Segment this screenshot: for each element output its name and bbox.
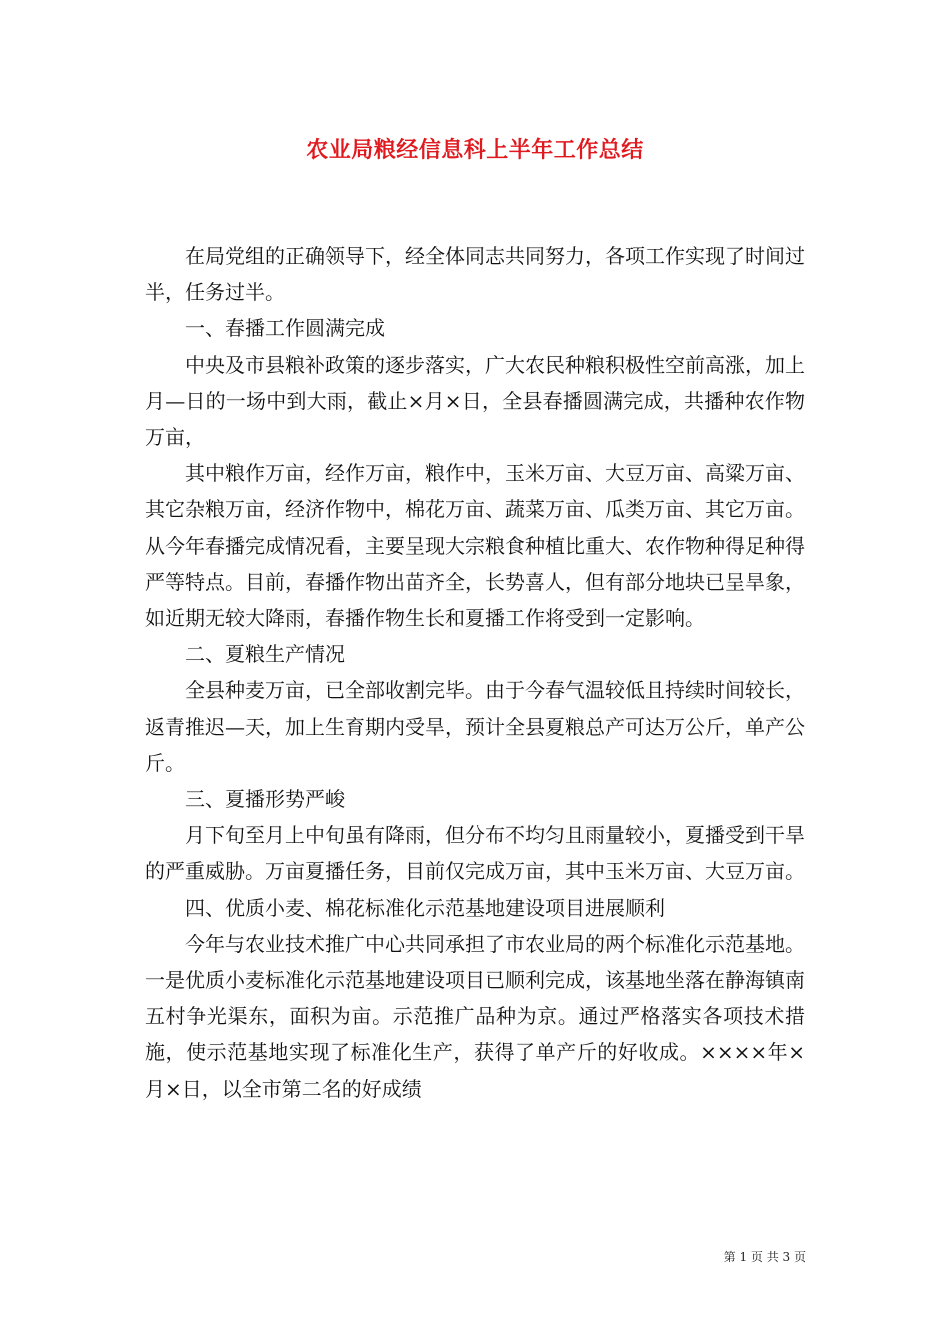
page-number-footer: 第 1 页 共 3 页 <box>723 1250 806 1264</box>
paragraph: 其中粮作万亩，经作万亩，粮作中，玉米万亩、大豆万亩、高粱万亩、其它杂粮万亩，经济作物中，棉花万亩、蔬菜万亩、瓜类万亩、其它万亩。从今年春播完成情况看，主要呈现大宗粮食种植比重大、农作物种得足种得严等特点。目前，春播作物出苗齐全，长势喜人，但有部分地块已呈旱象，如近期无较大降雨，春播作物生长和夏播工作将受到一定影响。 <box>145 461 805 631</box>
paragraph: 月下旬至月上中旬虽有降雨，但分布不均匀且雨量较小，夏播受到干旱的严重威胁。万亩夏播任务，目前仅完成万亩，其中玉米万亩、大豆万亩。 <box>145 823 805 884</box>
paragraph-intro: 在局党组的正确领导下，经全体同志共同努力，各项工作实现了时间过半，任务过半。 <box>145 244 805 305</box>
section-heading-2: 二、夏粮生产情况 <box>185 642 345 667</box>
section-heading-1: 一、春播工作圆满完成 <box>185 316 385 341</box>
paragraph: 中央及市县粮补政策的逐步落实，广大农民种粮积极性空前高涨，加上月—日的一场中到大雨，截止×月×日，全县春播圆满完成，共播种农作物万亩， <box>145 352 805 450</box>
section-heading-4: 四、优质小麦、棉花标准化示范基地建设项目进展顺利 <box>185 895 665 920</box>
document-body <box>145 238 805 1107</box>
document-title: 农业局粮经信息科上半年工作总结 <box>306 137 644 163</box>
paragraph: 全县种麦万亩，已全部收割完毕。由于今春气温较低且持续时间较长，返青推迟—天，加上生育期内受旱，预计全县夏粮总产可达万公斤，单产公斤。 <box>145 678 805 775</box>
section-heading-3: 三、夏播形势严峻 <box>185 787 345 812</box>
paragraph: 今年与农业技术推广中心共同承担了市农业局的两个标准化示范基地。一是优质小麦标准化示范基地建设项目已顺利完成，该基地坐落在静海镇南五村争光渠东，面积为亩。示范推广品种为京。通过严格落实各项技术措施，使示范基地实现了标准化生产，获得了单产斤的好收成。××××年×月×日，以全市第二名的好成绩 <box>145 931 805 1101</box>
